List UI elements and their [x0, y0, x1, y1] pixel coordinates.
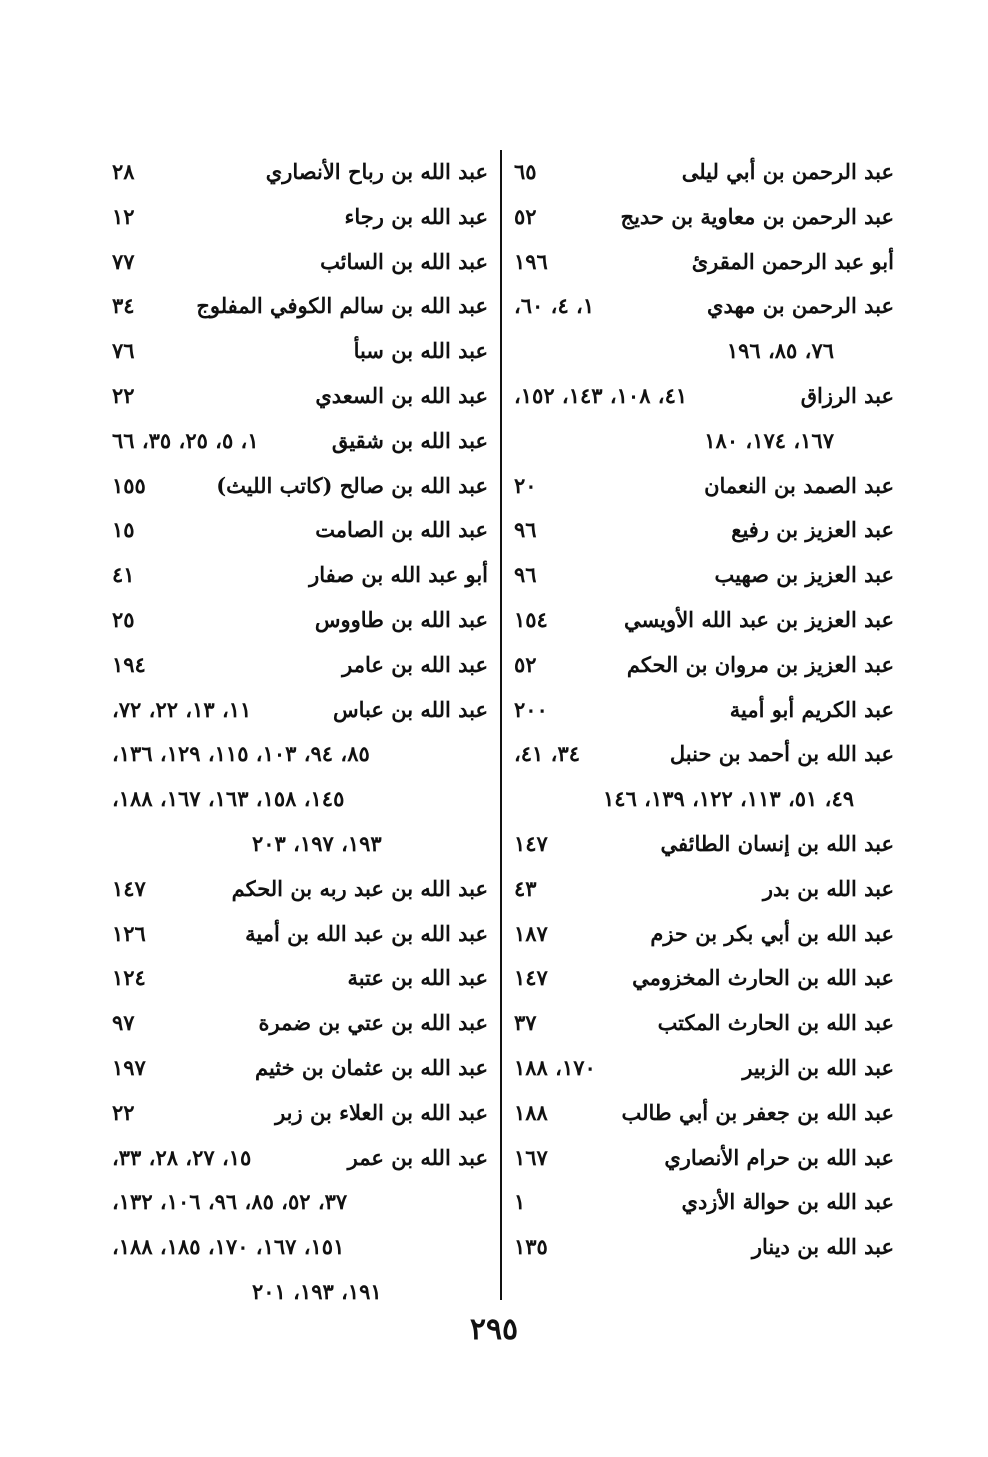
entry-pages: ١٥، ٢٧، ٢٨، ٣٣، [112, 1144, 252, 1170]
entry-pages: ٣٤ [112, 293, 135, 319]
continuation-pages: ١٤٥، ١٥٨، ١٦٣، ١٦٧، ١٨٨، [112, 786, 345, 812]
entry-name: عبد الكريم أبو أمية [729, 696, 894, 722]
index-continuation [112, 822, 488, 867]
index-entry [112, 553, 488, 598]
entry-name: عبد الله بن عمر [347, 1144, 488, 1170]
entry-name: عبد الله بن أحمد بن حنبل [669, 741, 894, 767]
entry-name: عبد الله بن الزبير [742, 1054, 894, 1080]
entry-pages: ٣٤، ٤١، [514, 741, 580, 767]
entry-name: عبد الله بن بدر [762, 875, 894, 901]
index-entry [112, 464, 488, 509]
entry-pages: ٩٧ [112, 1010, 135, 1036]
entry-pages: ٣٧ [514, 1010, 537, 1036]
entry-pages: ٢٠ [514, 472, 537, 498]
index-continuation [112, 1225, 488, 1270]
index-entry [514, 732, 894, 777]
index-entry [112, 1136, 488, 1181]
index-entry [514, 1091, 894, 1136]
index-entry [514, 822, 894, 867]
index-entry [112, 240, 488, 285]
entry-name: عبد الله بن السائب [320, 248, 488, 274]
entry-name: أبو عبد الله بن صفار [309, 562, 488, 588]
index-entry [112, 419, 488, 464]
continuation-pages: ٤٩، ٥١، ١١٣، ١٢٢، ١٣٩، ١٤٦ [603, 786, 854, 812]
index-entry [112, 1001, 488, 1046]
entry-name: عبد العزيز بن صهيب [714, 562, 894, 588]
index-continuation [112, 1180, 488, 1225]
index-continuation [112, 732, 488, 777]
index-entry [112, 1091, 488, 1136]
index-entry [112, 329, 488, 374]
entry-pages: ١٩٧ [112, 1054, 146, 1080]
index-entry [514, 1046, 894, 1091]
entry-pages: ١ [514, 1189, 526, 1215]
index-entry [514, 1001, 894, 1046]
entry-name: عبد الصمد بن النعمان [704, 472, 894, 498]
entry-name: عبد الله بن السعدي [315, 382, 488, 408]
index-entry [112, 643, 488, 688]
index-entry [514, 508, 894, 553]
index-entry [514, 1180, 894, 1225]
entry-name: عبد الله بن عتبة [347, 965, 488, 991]
entry-name: عبد الله بن سبأ [353, 338, 488, 364]
entry-pages: ١٤٧ [514, 830, 548, 856]
entry-pages: ١٨٨ [514, 1099, 548, 1125]
index-entry [112, 374, 488, 419]
entry-pages: ٥٢ [514, 651, 537, 677]
entry-pages: ٢٢ [112, 1099, 135, 1125]
entry-name: عبد الله بن عثمان بن خثيم [254, 1054, 488, 1080]
index-entry [112, 867, 488, 912]
index-continuation [112, 1270, 488, 1315]
entry-pages: ٢٠٠ [514, 696, 548, 722]
entry-name: عبد الرحمن بن معاوية بن حديج [620, 203, 894, 229]
entry-name: عبد الله بن حوالة الأزدي [681, 1189, 894, 1215]
entry-name: عبد الرزاق [800, 382, 894, 408]
continuation-pages: ١٥١، ١٦٧، ١٧٠، ١٨٥، ١٨٨، [112, 1234, 345, 1260]
entry-pages: ٤١ [112, 562, 135, 588]
index-entry [514, 1225, 894, 1270]
entry-pages: ٩٦ [514, 562, 537, 588]
index-entry [514, 464, 894, 509]
entry-name: عبد الرحمن بن مهدي [707, 293, 894, 319]
index-entry [112, 284, 488, 329]
entry-pages: ١٥٥ [112, 472, 146, 498]
entry-pages: ١٤٧ [514, 965, 548, 991]
index-entry [514, 867, 894, 912]
continuation-pages: ٣٧، ٥٢، ٨٥، ٩٦، ١٠٦، ١٣٢، [112, 1189, 348, 1215]
index-entry [112, 688, 488, 733]
continuation-pages: ١٩١، ١٩٣، ٢٠١ [252, 1278, 382, 1304]
continuation-pages: ٨٥، ٩٤، ١٠٣، ١١٥، ١٢٩، ١٣٦، [112, 741, 370, 767]
index-entry [514, 643, 894, 688]
entry-pages: ١٣٥ [514, 1234, 548, 1260]
entry-name: عبد الله بن شقيق [331, 427, 488, 453]
entry-pages: ٦٥ [514, 159, 537, 184]
index-column-right [514, 150, 894, 1270]
entry-name: عبد الله بن عبد ربه بن الحكم [231, 875, 488, 901]
entry-name: عبد العزيز بن عبد الله الأويسي [623, 606, 894, 632]
entry-name: عبد الله بن أبي بكر بن حزم [650, 920, 894, 946]
entry-pages: ١٢ [112, 203, 135, 229]
entry-name: عبد الله بن الصامت [315, 517, 488, 543]
entry-name: عبد العزيز بن مروان بن الحكم [626, 651, 894, 677]
entry-name: عبد العزيز بن رفيع [731, 517, 894, 543]
index-continuation [514, 329, 894, 374]
entry-name: عبد الله بن رباح الأنصاري [265, 159, 488, 184]
entry-pages: ٤١، ١٠٨، ١٤٣، ١٥٢، [514, 382, 688, 408]
index-column-left [112, 150, 488, 1315]
column-divider [500, 150, 502, 1300]
index-continuation [514, 419, 894, 464]
index-entry [112, 598, 488, 643]
entry-pages: ١، ٤، ٦٠، [514, 293, 595, 319]
index-entry [514, 956, 894, 1001]
continuation-pages: ١٦٧، ١٧٤، ١٨٠ [704, 427, 834, 453]
index-entry [112, 195, 488, 240]
entry-pages: ١، ٥، ٢٥، ٣٥، ٦٦ [112, 427, 259, 453]
entry-name: عبد الله بن طاووس [314, 606, 488, 632]
continuation-pages: ١٩٣، ١٩٧، ٢٠٣ [252, 830, 382, 856]
entry-name: عبد الله بن حرام الأنصاري [664, 1144, 894, 1170]
index-entry [514, 553, 894, 598]
entry-name: عبد الله بن رجاء [344, 203, 488, 229]
entry-pages: ١٨٧ [514, 920, 548, 946]
entry-pages: ١٢٦ [112, 920, 146, 946]
entry-name: أبو عبد الرحمن المقرئ [691, 248, 894, 274]
entry-name: عبد الله بن عباس [333, 696, 488, 722]
index-entry [514, 912, 894, 957]
index-continuation [112, 777, 488, 822]
index-entry [514, 284, 894, 329]
entry-name: عبد الله بن إنسان الطائفي [660, 830, 894, 856]
entry-pages: ١٩٤ [112, 651, 146, 677]
entry-pages: ١١، ١٣، ٢٢، ٧٢، [112, 696, 252, 722]
entry-name: عبد الله بن دينار [751, 1234, 894, 1260]
entry-name: عبد الله بن سالم الكوفي المفلوج [196, 293, 488, 319]
index-entry [112, 956, 488, 1001]
entry-pages: ١٦٧ [514, 1144, 548, 1170]
entry-name: عبد الله بن عتي بن ضمرة [258, 1010, 488, 1036]
entry-pages: ١٢٤ [112, 965, 146, 991]
index-entry [112, 508, 488, 553]
entry-name: عبد الله بن صالح (كاتب الليث) [216, 472, 488, 498]
continuation-pages: ٧٦، ٨٥، ١٩٦ [726, 338, 834, 364]
entry-name: عبد الرحمن بن أبي ليلى [681, 159, 894, 184]
entry-pages: ١٤٧ [112, 875, 146, 901]
index-entry [514, 150, 894, 195]
index-entry [112, 150, 488, 195]
entry-pages: ١٩٦ [514, 248, 548, 274]
entry-name: عبد الله بن الحارث المكتب [657, 1010, 894, 1036]
index-entry [514, 195, 894, 240]
entry-pages: ١٥٤ [514, 606, 548, 632]
index-entry [514, 374, 894, 419]
entry-pages: ١٧٠، ١٨٨ [514, 1054, 596, 1080]
index-entry [112, 912, 488, 957]
index-entry [514, 688, 894, 733]
entry-pages: ٢٨ [112, 159, 135, 184]
entry-pages: ٧٦ [112, 338, 135, 364]
entry-pages: ١٥ [112, 517, 135, 543]
entry-name: عبد الله بن جعفر بن أبي طالب [621, 1099, 894, 1125]
page-number: ٢٩٥ [469, 1312, 519, 1347]
entry-pages: ٤٣ [514, 875, 537, 901]
entry-pages: ٧٧ [112, 248, 135, 274]
entry-name: عبد الله بن العلاء بن زبر [275, 1099, 488, 1125]
entry-pages: ٢٥ [112, 606, 135, 632]
index-entry [514, 598, 894, 643]
entry-pages: ٩٦ [514, 517, 537, 543]
entry-name: عبد الله بن عامر [342, 651, 488, 677]
entry-pages: ٢٢ [112, 382, 135, 408]
index-entry [514, 240, 894, 285]
entry-pages: ٥٢ [514, 203, 537, 229]
index-continuation [514, 777, 894, 822]
entry-name: عبد الله بن الحارث المخزومي [632, 965, 894, 991]
entry-name: عبد الله بن عبد الله بن أمية [245, 920, 488, 946]
index-entry [514, 1136, 894, 1181]
index-entry [112, 1046, 488, 1091]
